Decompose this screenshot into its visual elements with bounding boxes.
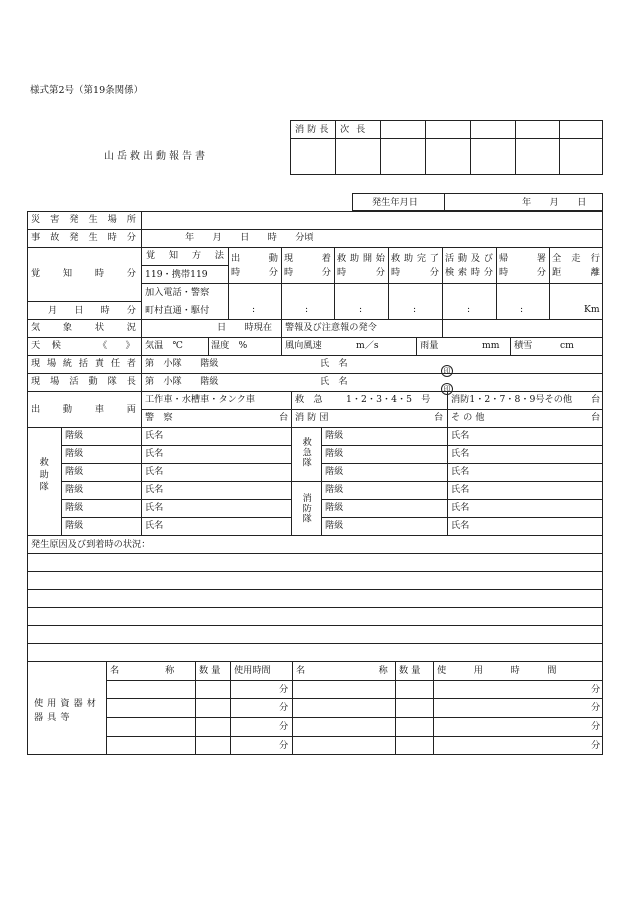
vehicles-line1[interactable]: 工作車・水槽車・タンク車 [145,394,256,405]
site-chief-name[interactable]: 氏 名 [320,358,348,369]
equipment-time-unit-3[interactable]: 分 [279,721,289,732]
rescue-rank-2[interactable]: 階級 [65,448,84,459]
rescue-rank-3[interactable]: 階級 [65,466,84,477]
humidity[interactable]: 湿度 % [211,340,248,351]
rescue-squad-label: 救助隊 [37,457,49,494]
equipment-label: 使用資器材器具等 [34,698,100,723]
rescue-name-2[interactable]: 氏名 [145,448,164,459]
approval-header-deputy: 次 長 [340,124,368,135]
vehicles-dan: 消 防 団 [295,412,329,423]
notice-time-label: 覚知時分 [31,268,136,279]
accident-time-label: 事故発生時分 [31,232,136,243]
temperature[interactable]: 気温 ℃ [145,340,183,351]
fire-rank-1[interactable]: 階級 [325,484,344,495]
timeline-colon-1[interactable]: : [252,304,256,315]
rescue-rank-5[interactable]: 階級 [65,502,84,513]
ambulance-squad-label: 救急隊 [300,437,312,468]
equipment-header-name: 名 称 [110,665,175,676]
timeline-return: 帰 署 [499,253,546,264]
weather-state-label: 気象状況 [31,322,136,333]
ambulance-rank-3[interactable]: 階級 [325,466,344,477]
vehicles-police: 警 察 [145,412,173,423]
vehicles-police-unit: 台 [279,412,289,423]
timeline-distance-unit: 距 離 [552,267,600,278]
notice-method-line1[interactable]: 119・携帯119 [145,269,208,280]
fire-name-3[interactable]: 氏名 [451,520,470,531]
seal-mark: 印 [441,383,453,395]
notice-method-title: 覚知方法 [146,250,224,261]
vehicles-fire-corps[interactable]: 消防1・2・7・8・9号その他 [451,394,573,405]
equipment-header-time2: 使 用 時 間 [437,665,557,676]
timeline-colon-5[interactable]: : [467,304,471,315]
timeline-search: 活動及び [445,253,493,264]
approval-header-chief: 消防長 [295,124,332,135]
wind: 風向風速 [285,340,322,351]
occurrence-label: 発生年月日 [372,197,418,208]
rescue-rank-1[interactable]: 階級 [65,430,84,441]
equipment-header-qty: 数 量 [199,665,221,676]
ambulance-name-1[interactable]: 氏名 [451,430,470,441]
equipment-time2-unit-4[interactable]: 分 [591,740,601,751]
notice-method-line2[interactable]: 加入電話・警察 [145,287,210,298]
fire-name-2[interactable]: 氏名 [451,502,470,513]
timeline-rescue-end: 救助完了 [391,253,439,264]
equipment-time-unit-1[interactable]: 分 [279,684,289,695]
fire-squad-label: 消防隊 [300,493,312,524]
timeline-colon-3[interactable]: : [359,304,363,315]
page-title: 山岳救出動報告書 [104,151,208,162]
vehicles-rescue-nums[interactable]: 1・2・3・4・5 号 [346,394,431,405]
wind-unit[interactable]: m／s [356,340,379,351]
ambulance-rank-1[interactable]: 階級 [325,430,344,441]
equipment-time-unit-4[interactable]: 分 [279,740,289,751]
rescue-name-4[interactable]: 氏名 [145,484,164,495]
site-chief-unit[interactable]: 第 小隊 階級 [145,358,219,369]
site-leader-label: 現場活動隊長 [31,376,136,387]
timeline-colon-6[interactable]: : [520,304,524,315]
rescue-name-5[interactable]: 氏名 [145,502,164,513]
disaster-place-label: 災害発生場所 [31,214,136,225]
site-leader-name[interactable]: 氏 名 [320,376,348,387]
snow-unit[interactable]: cm [560,340,574,351]
equipment-time2-unit-2[interactable]: 分 [591,702,601,713]
site-leader-unit[interactable]: 第 小隊 階級 [145,376,219,387]
vehicles-label: 出動車両 [31,404,136,415]
ambulance-name-2[interactable]: 氏名 [451,448,470,459]
vehicles-rescue: 救 急 [295,394,323,405]
rescue-rank-6[interactable]: 階級 [65,520,84,531]
equipment-header-name2: 名 称 [296,665,388,676]
timeline-arrival: 現 着 [284,253,331,264]
vehicles-dan-unit: 台 [434,412,444,423]
rain-unit[interactable]: mm [482,340,500,351]
form-number: 様式第2号（第19条関係） [30,85,144,96]
timeline-colon-4[interactable]: : [413,304,417,315]
weather-value[interactable]: 《 》 [98,340,135,351]
equipment-time2-unit-3[interactable]: 分 [591,721,601,732]
timeline-colon-2[interactable]: : [305,304,309,315]
timeline-dispatch: 出 動 [231,253,278,264]
rescue-name-6[interactable]: 氏名 [145,520,164,531]
rescue-name-1[interactable]: 氏名 [145,430,164,441]
equipment-header-time: 使用時間 [234,665,271,676]
vehicles-other: そ の 他 [451,412,485,423]
rain: 雨量 [420,340,439,351]
seal-mark: 印 [441,365,453,377]
site-chief-label: 現場統括責任者 [31,358,136,369]
equipment-time-unit-2[interactable]: 分 [279,702,289,713]
equipment-time2-unit-1[interactable]: 分 [591,684,601,695]
vehicles-other-unit: 台 [591,412,601,423]
weather-time[interactable]: 日 時現在 [217,322,273,333]
rescue-rank-4[interactable]: 階級 [65,484,84,495]
ambulance-rank-2[interactable]: 階級 [325,448,344,459]
snow: 積雪 [514,340,533,351]
notice-method-line3[interactable]: 町村直通・駆付 [145,305,210,316]
accident-time-value[interactable]: 年 月 日 時 分頃 [185,232,314,243]
fire-rank-3[interactable]: 階級 [325,520,344,531]
fire-rank-2[interactable]: 階級 [325,502,344,513]
weather-label: 天候 [31,340,61,351]
timeline-dispatch-unit: 時 分 [231,267,278,278]
equipment-header-qty2: 数 量 [399,665,421,676]
occurrence-value[interactable]: 年 月 日 [522,197,587,208]
distance-unit: Km [584,304,600,315]
timeline-rescue-start: 救助開始 [337,253,385,264]
timeline-distance: 全 走 行 [552,253,600,264]
timeline-rescue-start-unit: 時 分 [337,267,385,278]
cause-label: 発生原因及び到着時の状況： [31,539,151,550]
vehicles-unit: 台 [591,394,601,405]
timeline-arrival-unit: 時 分 [284,267,331,278]
timeline-search-unit: 検索時分 [445,267,493,278]
rescue-name-3[interactable]: 氏名 [145,466,164,477]
notice-time-sub[interactable]: 月日時分 [48,305,136,316]
fire-name-1[interactable]: 氏名 [451,484,470,495]
ambulance-name-3[interactable]: 氏名 [451,466,470,477]
timeline-return-unit: 時 分 [499,267,546,278]
weather-warnings: 警報及び注意報の発令 [285,322,377,333]
timeline-rescue-end-unit: 時 分 [391,267,439,278]
